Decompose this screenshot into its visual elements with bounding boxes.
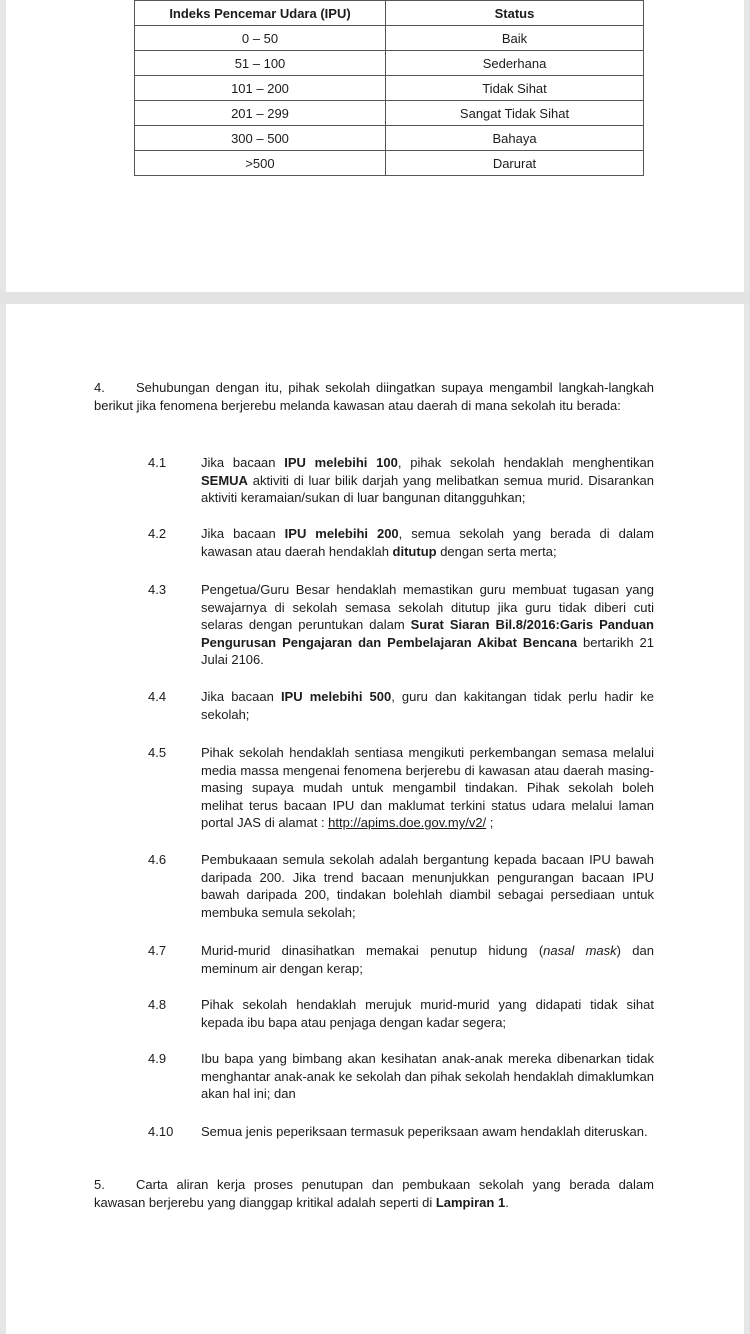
item-text: Pembukaaan semula sekolah adalah bergantung kepada bacaan IPU bawah daripada 200. Jika trend bacaan menunjukkan pengurangan bacaan IPU bawah daripada 200, tindakan bolehlah diambil sebagai persediaan untuk membuka semula sekolah; (201, 852, 654, 920)
table-header-row (135, 1, 644, 26)
item-text: Ibu bapa yang bimbang akan kesihatan anak-anak mereka dibenarkan tidak menghantar anak-anak ke sekolah dan pihak sekolah hendaklah dimaklumkan akan hal ini; dan (201, 1051, 654, 1101)
table-row (135, 101, 644, 126)
item-number: 4.9 (148, 1051, 167, 1066)
item-number: 4.2 (148, 526, 167, 541)
paragraph-text: Sehubungan dengan itu, pihak sekolah diingatkan supaya mengambil langkah-langkah berikut jika fenomena berjerebu melanda kawasan atau daerah di mana sekolah itu berada: (94, 380, 654, 413)
ipu-range: >500 (135, 151, 386, 176)
item-number: 4.6 (148, 852, 167, 867)
list-item-4-10 (148, 1123, 654, 1141)
paragraph-4 (94, 379, 654, 414)
ipu-range: 0 – 50 (135, 26, 386, 51)
table-row (135, 26, 644, 51)
item-text: Pengetua/Guru Besar hendaklah memastikan guru membuat tugasan yang sewajarnya di sekolah semasa sekolah ditutup jika guru tidak diberi cuti selaras dengan peruntukan dalam Surat Siaran Bil.8/2016:Garis Panduan Pengurusan Pengajaran dan Pembelajaran Akibat Bencana bertarikh 21 Julai 2106. (201, 582, 654, 667)
header-ipu: Indeks Pencemar Udara (IPU) (135, 1, 386, 26)
status-value: Darurat (386, 151, 644, 176)
item-text: Jika bacaan IPU melebihi 100, pihak sekolah hendaklah menghentikan SEMUA aktiviti di luar bilik darjah yang melibatkan semua murid. Disarankan aktiviti keramaian/sukan di luar bangunan ditangguhkan; (201, 455, 654, 505)
list-item-4-5 (148, 744, 654, 832)
paragraph-number: 4. (94, 380, 105, 395)
document-page-1 (6, 0, 744, 292)
status-value: Sangat Tidak Sihat (386, 101, 644, 126)
item-text: Jika bacaan IPU melebihi 500, guru dan kakitangan tidak perlu hadir ke sekolah; (201, 689, 654, 722)
document-page-2 (6, 304, 744, 1334)
status-value: Sederhana (386, 51, 644, 76)
lampiran-reference: Lampiran 1 (435, 1194, 506, 1210)
paragraph-text: Carta aliran kerja proses penutupan dan pembukaan sekolah yang berada dalam kawasan berjerebu yang dianggap kritikal adalah seperti di (94, 1177, 654, 1210)
ipu-range: 51 – 100 (135, 51, 386, 76)
item-text: Pihak sekolah hendaklah merujuk murid-murid yang didapati tidak sihat kepada ibu bapa atau penjaga dengan kadar segera; (201, 997, 654, 1030)
list-item-4-4 (148, 688, 654, 723)
table-row (135, 51, 644, 76)
table-row (135, 126, 644, 151)
list-item-4-7 (148, 942, 654, 977)
list-item-4-2 (148, 525, 654, 560)
list-item-4-3 (148, 581, 654, 669)
list-item-4-6 (148, 851, 654, 921)
table-row (135, 76, 644, 101)
ipu-range: 300 – 500 (135, 126, 386, 151)
list-item-4-9 (148, 1050, 654, 1103)
paragraph-number: 5. (94, 1177, 105, 1192)
list-item-4-1 (148, 454, 654, 507)
item-text: Jika bacaan IPU melebihi 200, semua sekolah yang berada di dalam kawasan atau daerah hendaklah ditutup dengan serta merta; (201, 526, 654, 559)
list-item-4-8 (148, 996, 654, 1031)
status-value: Bahaya (386, 126, 644, 151)
item-text: Murid-murid dinasihatkan memakai penutup hidung (nasal mask) dan meminum air dengan kerap; (201, 943, 655, 976)
item-number: 4.3 (148, 582, 167, 597)
ipu-range: 101 – 200 (135, 76, 386, 101)
item-number: 4.1 (148, 455, 167, 470)
table-row (135, 151, 644, 176)
page-separator (0, 292, 750, 304)
status-value: Tidak Sihat (386, 76, 644, 101)
item-number: 4.8 (148, 997, 167, 1012)
ipu-range: 201 – 299 (135, 101, 386, 126)
paragraph-5: 5. Carta aliran kerja proses penutupan dan pembukaan sekolah yang berada dalam kawasan berjerebu yang dianggap kritikal adalah seperti di Lampiran 1. (94, 1177, 654, 1210)
status-value: Baik (386, 26, 644, 51)
item-text: Pihak sekolah hendaklah sentiasa mengikuti perkembangan semasa melalui media massa mengenai fenomena berjerebu di kawasan atau daerah masing-masing supaya mudah untuk mengambil tindakan. Pihak sekolah boleh melihat terus bacaan IPU dan maklumat terkini status udara melalui laman portal JAS di alamat : http://apims.doe.gov.my/v2/ ; (201, 745, 654, 830)
item-number: 4.7 (148, 943, 167, 958)
header-status: Status (386, 1, 644, 26)
item-number: 4.10 (148, 1124, 174, 1139)
ipu-status-table (134, 0, 644, 176)
item-text: Semua jenis peperiksaan termasuk peperiksaan awam hendaklah diteruskan. (201, 1124, 648, 1139)
item-number: 4.4 (148, 689, 167, 704)
item-number: 4.5 (148, 745, 167, 760)
jas-portal-link[interactable]: http://apims.doe.gov.my/v2/ (328, 815, 487, 830)
